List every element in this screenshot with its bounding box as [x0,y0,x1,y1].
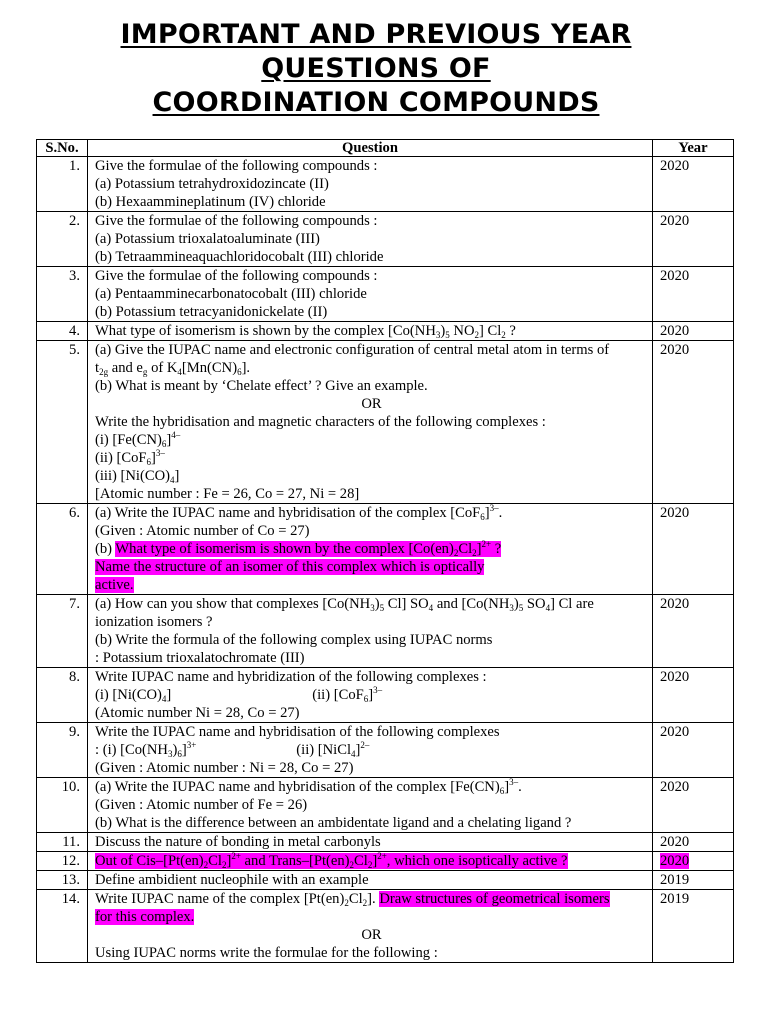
table-row [37,322,734,341]
question-line: (a) How can you show that complexes [$Co(NH_3)_5$ Cl] $SO_4$ and [$Co(NH_3)_5$ $SO_4$] Cl are [95,596,594,613]
question-line: (b) Potassium tetracyanidonickelate (II) [95,304,328,320]
row-question [88,504,653,595]
row-question [88,778,653,833]
table-row [37,595,734,668]
question-line: (b) Tetraammineaquachloridocobalt (III) chloride [95,249,384,265]
table-row [37,157,734,212]
highlighted-text: Name the structure of an isomer of this complex which is optically [95,559,485,575]
question-line: (Given : Atomic number : Ni = 28, Co = 27) [95,760,354,776]
table-row [37,778,734,833]
highlighted-year: 2020 [660,853,690,869]
row-year: 2020 [653,157,734,212]
question-line: (b) What is meant by ‘Chelate effect’ ? Give an example. [95,378,428,394]
row-sno: 2. [37,212,88,267]
row-sno: 12. [37,852,88,871]
header-question: Question [88,140,653,157]
row-question [88,267,653,322]
row-year: 2020 [653,212,734,267]
row-year: 2019 [653,890,734,963]
table-row [37,723,734,778]
question-line: Define ambidient nucleophile with an example [95,872,369,888]
row-year [653,852,734,871]
or-separator: OR [361,927,382,943]
question-line [95,558,648,576]
highlighted-text: active. [95,577,134,593]
row-year: 2020 [653,595,734,668]
question-line: Write the hybridisation and magnetic characters of the following complexes : [95,414,546,430]
row-year: 2020 [653,833,734,852]
row-year: 2020 [653,778,734,833]
question-line [95,686,648,704]
row-sno: 3. [37,267,88,322]
question-lead-text: Write IUPAC name of the complex $[Pt(en)_2Cl_2]$. [95,891,376,908]
or-separator: OR [361,396,382,412]
row-year: 2020 [653,668,734,723]
question-line: (Atomic number Ni = 28, Co = 27) [95,705,300,721]
row-question [88,157,653,212]
row-year: 2020 [653,723,734,778]
row-question [88,723,653,778]
table-row [37,833,734,852]
row-sno: 9. [37,723,88,778]
row-question [88,322,653,341]
question-line [95,741,648,759]
row-sno: 4. [37,322,88,341]
question-line [95,852,648,870]
question-line: (a) Write the IUPAC name and hybridisation of the complex $[CoF_6]^{3-}$. [95,503,503,522]
question-line: $t_{2g}$ and $e_g$ of $K_4[Mn(CN)_6]$. [95,360,251,377]
question-line: Using IUPAC norms write the formulae for the following : [95,945,438,961]
table-row [37,871,734,890]
row-sno: 10. [37,778,88,833]
highlighted-text: What type of isomerism is shown by the complex $[Co(en)_2Cl_2]^{2+}$ ? [115,539,502,558]
row-year: 2020 [653,504,734,595]
row-question [88,212,653,267]
document-title [0,18,752,120]
highlighted-text: for this complex. [95,909,195,925]
question-line: Give the formulae of the following compounds : [95,213,378,229]
question-line: Write IUPAC name and hybridization of the following complexes : [95,669,487,685]
row-sno: 8. [37,668,88,723]
row-year: 2019 [653,871,734,890]
row-question [88,852,653,871]
question-line: What type of isomerism is shown by the complex [$Co(NH_3)_5$ $NO_2$] $Cl_2$ ? [95,323,516,340]
complex-part-ii: (ii) [NiCl$_4$]$^{2-}$ [296,740,370,759]
questions-table [36,139,734,963]
row-year: 2020 [653,341,734,504]
table-row [37,890,734,963]
question-line [95,908,648,926]
question-line: (b) Hexaammineplatinum (IV) chloride [95,194,326,210]
table-row [37,341,734,504]
highlighted-text: Draw structures of geometrical isomers [379,891,610,907]
question-line: (Given : Atomic number of Fe = 26) [95,797,308,813]
row-question [88,833,653,852]
question-line: (ii) $[CoF_6]^{3-}$ [95,448,165,467]
table-row [37,852,734,871]
row-year: 2020 [653,267,734,322]
question-line: (Given : Atomic number of Co = 27) [95,523,310,539]
table-row [37,267,734,322]
question-line: [Atomic number : Fe = 26, Co = 27, Ni = 28] [95,486,360,502]
row-question [88,890,653,963]
row-question [88,668,653,723]
question-line: Give the formulae of the following compounds : [95,158,378,174]
row-sno: 7. [37,595,88,668]
highlighted-text: Out of Cis–$[Pt(en)_2Cl_2]^{2+}$ and Trans–$[Pt(en)_2Cl_2]^{2+}$, which one isoptically active ? [95,851,568,870]
title-line-2: QUESTIONS OF [261,53,491,84]
row-sno: 6. [37,504,88,595]
question-line: (b) Write the formula of the following complex using IUPAC norms [95,632,493,648]
complex-part-i: (i) $[Ni(CO)_4]$ [95,687,172,704]
row-sno: 1. [37,157,88,212]
table-row [37,504,734,595]
question-line: : Potassium trioxalatochromate (III) [95,650,305,666]
title-line-3: COORDINATION COMPOUNDS [152,87,600,118]
table-header-row [37,140,734,157]
question-line: Write the IUPAC name and hybridisation of the following complexes [95,724,500,740]
row-question [88,595,653,668]
question-line: (b) What type of isomerism is shown by the complex $[Co(en)_2Cl_2]^{2+}$ ? [95,539,502,558]
row-sno: 13. [37,871,88,890]
complex-part-i: : (i) $[Co(NH_3)_6]^{3+}$ [95,740,197,759]
title-line-1: IMPORTANT AND PREVIOUS YEAR [120,19,632,50]
question-line: Give the formulae of the following compounds : [95,268,378,284]
question-line: (a) Potassium trioxalatoaluminate (III) [95,231,320,247]
question-line: (i) $[Fe(CN)_6]^{4-}$ [95,430,181,449]
row-question [88,341,653,504]
question-line: ionization isomers ? [95,614,213,630]
table-row [37,668,734,723]
row-year: 2020 [653,322,734,341]
question-line: (a) Potassium tetrahydroxidozincate (II) [95,176,329,192]
row-sno: 5. [37,341,88,504]
row-question [88,871,653,890]
question-line: (a) Pentaamminecarbonatocobalt (III) chloride [95,286,367,302]
question-line: (b) What is the difference between an ambidentate ligand and a chelating ligand ? [95,815,572,831]
question-line: (a) Give the IUPAC name and electronic configuration of central metal atom in terms of [95,342,610,358]
row-sno: 14. [37,890,88,963]
question-line [95,576,648,594]
header-year: Year [653,140,734,157]
question-line [95,890,648,908]
row-sno: 11. [37,833,88,852]
table-row [37,212,734,267]
header-sno: S.No. [37,140,88,157]
question-line: (iii) $[Ni(CO)_4]$ [95,468,180,485]
complex-part-ii: (ii) $[CoF_6]^{3-}$ [312,685,383,704]
question-line: Discuss the nature of bonding in metal carbonyls [95,834,381,850]
question-line: (a) Write the IUPAC name and hybridisation of the complex $[Fe(CN)_6]^{3-}$. [95,777,522,796]
